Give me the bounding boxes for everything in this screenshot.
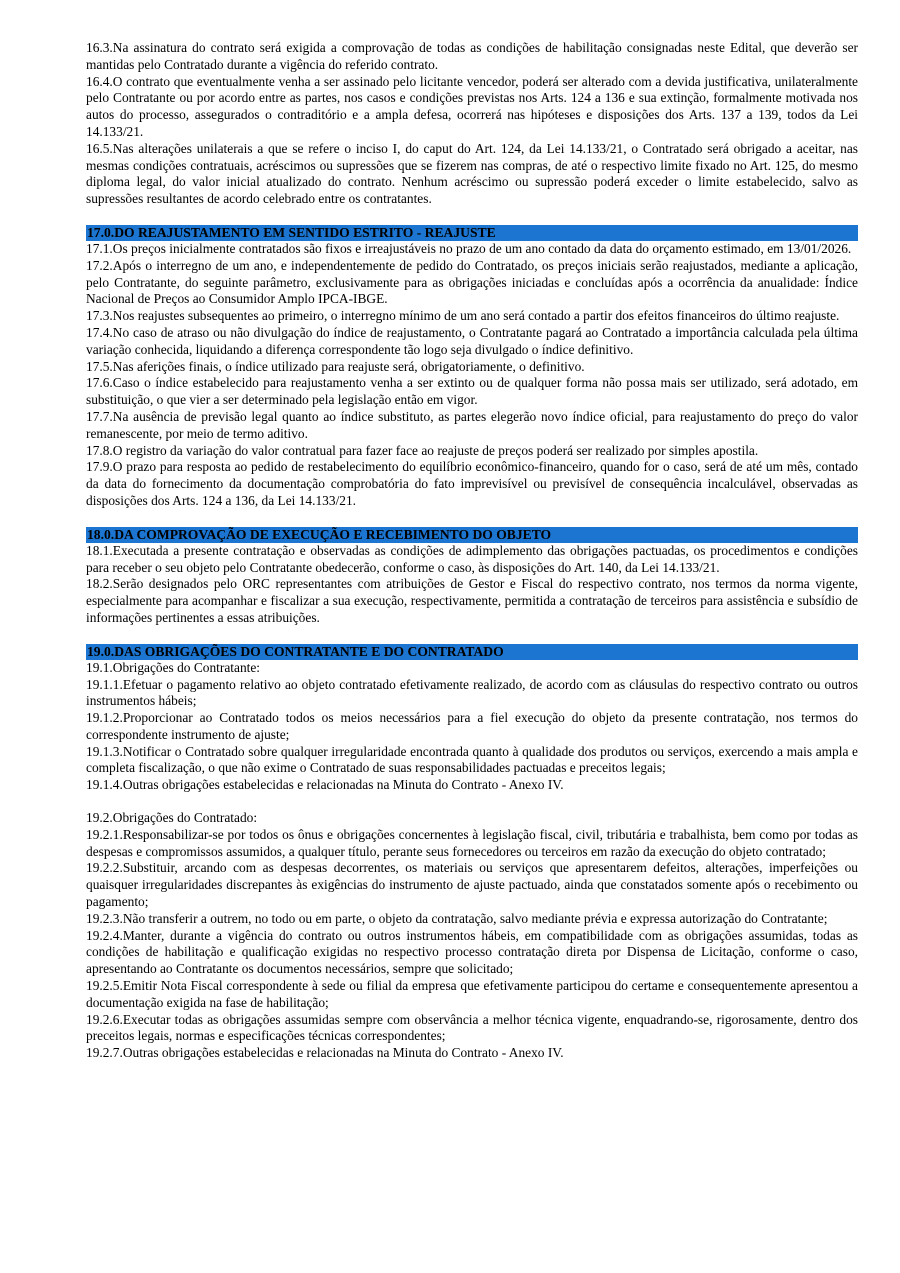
clause-19-2-6: 19.2.6.Executar todas as obrigações assumidas sempre com observância a melhor técnica vigente, enquadrando-se, rigorosamente, dentro dos preceitos legais, normas e especificações técnicas correspondentes; xyxy=(86,1011,858,1044)
clause-17-2: 17.2.Após o interregno de um ano, e independentemente de pedido do Contratado, os preços iniciais serão reajustados, mediante a aplicação, pelo Contratante, do seguinte parâmetro, exclusivamente para as obrigações iniciadas e concluídas após a ocorrência da anualidade: Índice Nacional de Preços ao Consumidor Amplo IPCA-IBGE. xyxy=(86,257,858,307)
section-18-heading: 18.0.DA COMPROVAÇÃO DE EXECUÇÃO E RECEBIMENTO DO OBJETO xyxy=(86,527,858,543)
clause-16-3: 16.3.Na assinatura do contrato será exigida a comprovação de todas as condições de habilitação consignadas neste Edital, que deverão ser mantidas pelo Contratado durante a vigência do referido contrato. xyxy=(86,40,858,72)
section-17-heading: 17.0.DO REAJUSTAMENTO EM SENTIDO ESTRITO - REAJUSTE xyxy=(86,225,858,241)
clause-17-4: 17.4.No caso de atraso ou não divulgação do índice de reajustamento, o Contratante pagará ao Contratado a importância calculada pela última variação conhecida, liquidando a diferença correspondente tão logo seja divulgado o índice definitivo. xyxy=(86,324,858,357)
clause-19-2-7: 19.2.7.Outras obrigações estabelecidas e relacionadas na Minuta do Contrato - Anexo IV. xyxy=(86,1045,564,1061)
clause-19-1-3: 19.1.3.Notificar o Contratado sobre qualquer irregularidade encontrada quanto à qualidade dos produtos ou serviços, exercendo a mais ampla e completa fiscalização, o que não exime o Contratado de suas responsabilidades pactuadas e preceitos legais; xyxy=(86,743,858,776)
paragraph-gap xyxy=(86,794,858,810)
clause-19-1-2: 19.1.2.Proporcionar ao Contratado todos os meios necessários para a fiel execução do objeto da presente contratação, nos termos do correspondente instrumento de ajuste; xyxy=(86,710,858,742)
clause-17-6: 17.6.Caso o índice estabelecido para reajustamento venha a ser extinto ou de qualquer forma não possa mais ser utilizado, será adotado, em substituição, o que vier a ser determinado pela legislação então em vigor. xyxy=(86,375,858,408)
clause-17-1: 17.1.Os preços inicialmente contratados são fixos e irreajustáveis no prazo de um ano contado da data do orçamento estimado, em 13/01/2026. xyxy=(86,240,852,256)
section-gap xyxy=(86,510,858,527)
clause-19-1: 19.1.Obrigações do Contratante: xyxy=(86,659,261,675)
clause-17-5: 17.5.Nas aferições finais, o índice utilizado para reajuste será, obrigatoriamente, o definitivo. xyxy=(86,358,585,374)
clause-16-4: 16.4.O contrato que eventualmente venha a ser assinado pelo licitante vencedor, poderá ser alterado com a devida justificativa, unilateralmente pelo Contratante ou por acordo entre as partes, nos casos e condições previstas nos Arts. 124 a 136 e sua extinção, formalmente motivada nos autos do processo, assegurados o contraditório e a ampla defesa, ocorrerá nas hipóteses e disposições dos Arts. 137 a 139, todos da Lei 14.133/21. xyxy=(86,73,858,139)
clause-16-5: 16.5.Nas alterações unilaterais a que se refere o inciso I, do caput do Art. 124, da Lei 14.133/21, o Contratado será obrigado a aceitar, nas mesmas condições contratuais, acréscimos ou supressões que se fizerem nas compras, de até o respectivo limite fixado no Art. 125, do mesmo diploma legal, do valor inicial atualizado do contrato. Nenhum acréscimo ou supressão poderá exceder o limite estabelecido, salvo as supressões resultantes de acordo celebrado entre os contratantes. xyxy=(86,140,858,207)
clause-19-2-2: 19.2.2.Substituir, arcando com as despesas decorrentes, os materiais ou serviços que apresentarem defeitos, alterações, imperfeições ou quaisquer irregularidades discrepantes às exigências do instrumento de ajuste pactuado, ainda que constatados somente após o recebimento ou pagamento; xyxy=(86,860,858,910)
section-gap xyxy=(86,627,858,644)
clause-17-9: 17.9.O prazo para resposta ao pedido de restabelecimento do equilíbrio econômico-financeiro, quando for o caso, será de até um mês, contado da data do fornecimento da documentação comprobatória do fato imprevisível ou previsível de consequência incalculável, observadas as disposições dos Arts. 124 a 136, da Lei 14.133/21. xyxy=(86,459,858,508)
clause-17-8: 17.8.O registro da variação do valor contratual para fazer face ao reajuste de preços poderá ser realizado por simples apostila. xyxy=(86,442,759,458)
clause-17-7: 17.7.Na ausência de previsão legal quanto ao índice substituto, as partes elegerão novo índice oficial, para reajustamento do preço do valor remanescente, por meio de termo aditivo. xyxy=(86,408,858,441)
document-page xyxy=(86,40,858,1062)
clause-18-2: 18.2.Serão designados pelo ORC representantes com atribuições de Gestor e Fiscal do respectivo contrato, nos termos da norma vigente, especialmente para acompanhar e fiscalizar a sua execução, respectivamente, permitida a contratação de terceiros para assistência e subsídio de informações pertinentes a essas atribuições. xyxy=(86,576,858,625)
clause-19-2-5: 19.2.5.Emitir Nota Fiscal correspondente à sede ou filial da empresa que efetivamente participou do certame e consequentemente apresentou a documentação exigida na fase de habilitação; xyxy=(86,978,858,1010)
clause-19-1-1: 19.1.1.Efetuar o pagamento relativo ao objeto contratado efetivamente realizado, de acordo com as cláusulas do respectivo contrato ou outros instrumentos hábeis; xyxy=(86,676,858,709)
clause-19-2-3: 19.2.3.Não transferir a outrem, no todo ou em parte, o objeto da contratação, salvo mediante prévia e expressa autorização do Contratante; xyxy=(86,910,828,926)
section-19-heading: 19.0.DAS OBRIGAÇÕES DO CONTRATANTE E DO CONTRATADO xyxy=(86,644,858,660)
clause-17-3: 17.3.Nos reajustes subsequentes ao primeiro, o interregno mínimo de um ano será contado a partir dos efeitos financeiros do último reajuste. xyxy=(86,308,840,324)
clause-19-2-4: 19.2.4.Manter, durante a vigência do contrato ou outros instrumentos hábeis, em compatibilidade com as obrigações assumidas, todas as condições de habilitação e qualificação exigidas no respectivo processo contratação direta por Dispensa de Licitação, conforme o caso, apresentando ao Contratante os documentos necessários, sempre que solicitado; xyxy=(86,927,858,977)
clause-19-2-1: 19.2.1.Responsabilizar-se por todos os ônus e obrigações concernentes à legislação fiscal, civil, tributária e trabalhista, bem como por todas as despesas e compromissos assumidos, a qualquer título, perante seus fornecedores ou terceiros em razão da execução do objeto contratado; xyxy=(86,826,858,859)
clause-19-2: 19.2.Obrigações do Contratado: xyxy=(86,810,258,826)
clause-18-1: 18.1.Executada a presente contratação e observadas as condições de adimplemento das obrigações pactuadas, os procedimentos e condições para receber o seu objeto pelo Contratante obedecerão, conforme o caso, às disposições do Art. 140, da Lei 14.133/21. xyxy=(86,542,858,575)
section-gap xyxy=(86,208,858,225)
clause-19-1-4: 19.1.4.Outras obrigações estabelecidas e relacionadas na Minuta do Contrato - Anexo IV. xyxy=(86,777,564,793)
